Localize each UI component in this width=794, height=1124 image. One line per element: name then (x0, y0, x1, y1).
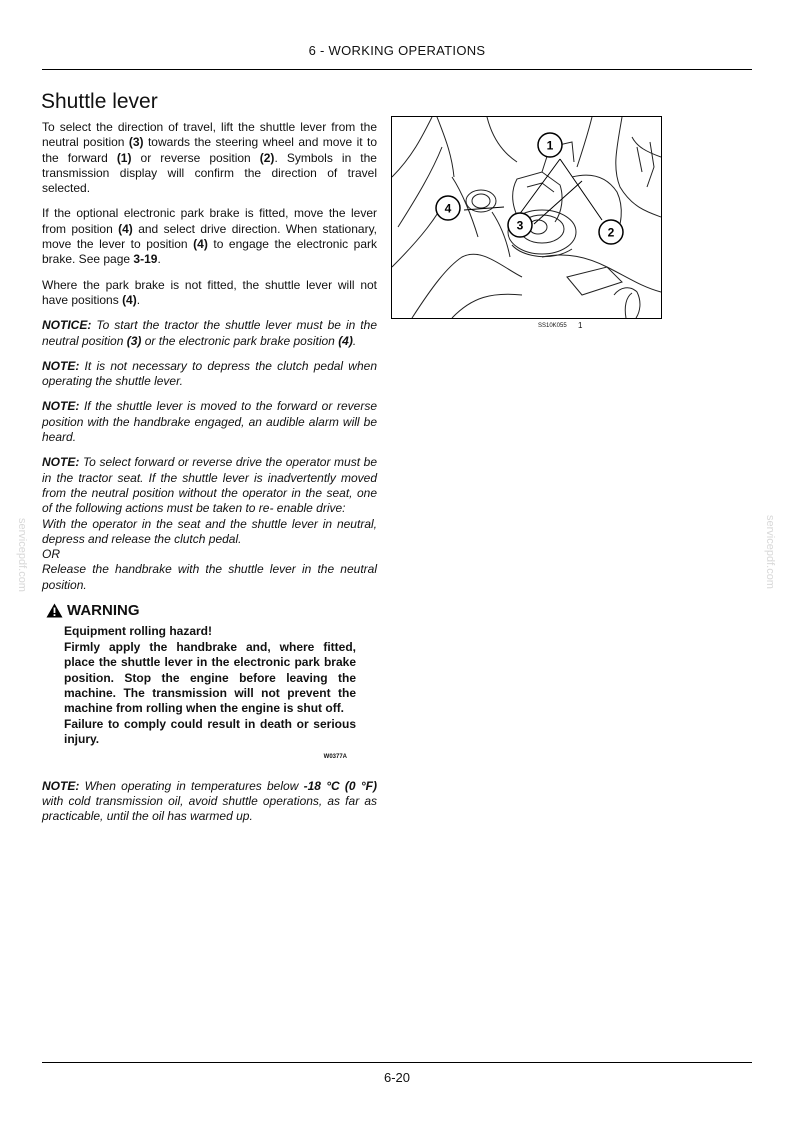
warning-body: Equipment rolling hazard! Firmly apply the handbrake and, where fitted, place the shuttle lever in the electronic park brake position. Stop the engine before leaving the machine. The transmission will not prevent the machine from rolling when the engine is shut off. Failure to comply could result in death or serious injury. (64, 624, 356, 747)
callout-1 (538, 133, 562, 157)
page-number: 6-20 (383, 1070, 411, 1085)
paragraph-no-park-brake: Where the park brake is not fitted, the shuttle lever will not have positions (4). (42, 277, 377, 307)
note-clutch: NOTE: It is not necessary to depress the clutch pedal when operating the shuttle lever. (42, 358, 377, 389)
svg-text:3: 3 (516, 218, 524, 233)
warning-code: W0377A (323, 753, 347, 760)
callout-3 (508, 213, 532, 237)
notice-start: NOTICE: To start the tractor the shuttle lever must be in the neutral position (3) or the electronic park brake position (4). (42, 318, 377, 348)
figure-number: 1 (578, 321, 583, 330)
page-header-title: 6 - WORKING OPERATIONS (308, 43, 486, 58)
callout-4 (436, 196, 460, 220)
svg-text:1: 1 (546, 138, 554, 153)
shuttle-lever-drawing (392, 117, 661, 318)
paragraph-direction: To select the direction of travel, lift the shuttle lever from the neutral position (3) towards the steering wheel and move it to the forward (1) or reverse position (2). Symbols in the transmission display will confirm the direction of travel selected. (42, 120, 377, 196)
note-handbrake-alarm: NOTE: If the shuttle lever is moved to the forward or reverse position with the handbrake engaged, an audible alarm will be heard. (42, 399, 377, 445)
note-cold-temperature: NOTE: When operating in temperatures below -18 °C (0 °F) with cold transmission oil, avoid shuttle operations, as far as practicable, until the oil has warmed up. (42, 778, 377, 824)
watermark-left: servicepdf.com (16, 518, 28, 592)
warning-triangle-icon (46, 603, 63, 618)
shuttle-lever-illustration (391, 116, 662, 319)
section-title: Shuttle lever (41, 90, 158, 113)
note-operator-seat: NOTE: To select forward or reverse drive the operator must be in the tractor seat. If the shuttle lever is inadvertently moved from the neutral position without the operator in the seat, one of the following actions must be taken to re- enable drive: With the operator in the seat and the shuttle lever in neutral, depress and release the clutch pedal. OR Release the handbrake with the shuttle lever in the neutral position. (42, 455, 377, 592)
text-column (42, 120, 377, 835)
page-reference-link[interactable]: 3-19 (133, 252, 158, 267)
warning-heading: WARNING (46, 603, 377, 618)
figure-caption: SS10K055 (538, 323, 567, 329)
header-divider (42, 69, 752, 70)
watermark-right: servicepdf.com (764, 515, 776, 589)
paragraph-park-brake: If the optional electronic park brake is fitted, move the lever from position (4) and select drive direction. When stationary, move the lever to position (4) to engage the electronic park brake. See page 3-19. (42, 206, 378, 267)
footer-divider (42, 1062, 752, 1063)
svg-text:4: 4 (444, 201, 452, 216)
callout-2 (599, 220, 623, 244)
svg-text:2: 2 (607, 225, 615, 240)
